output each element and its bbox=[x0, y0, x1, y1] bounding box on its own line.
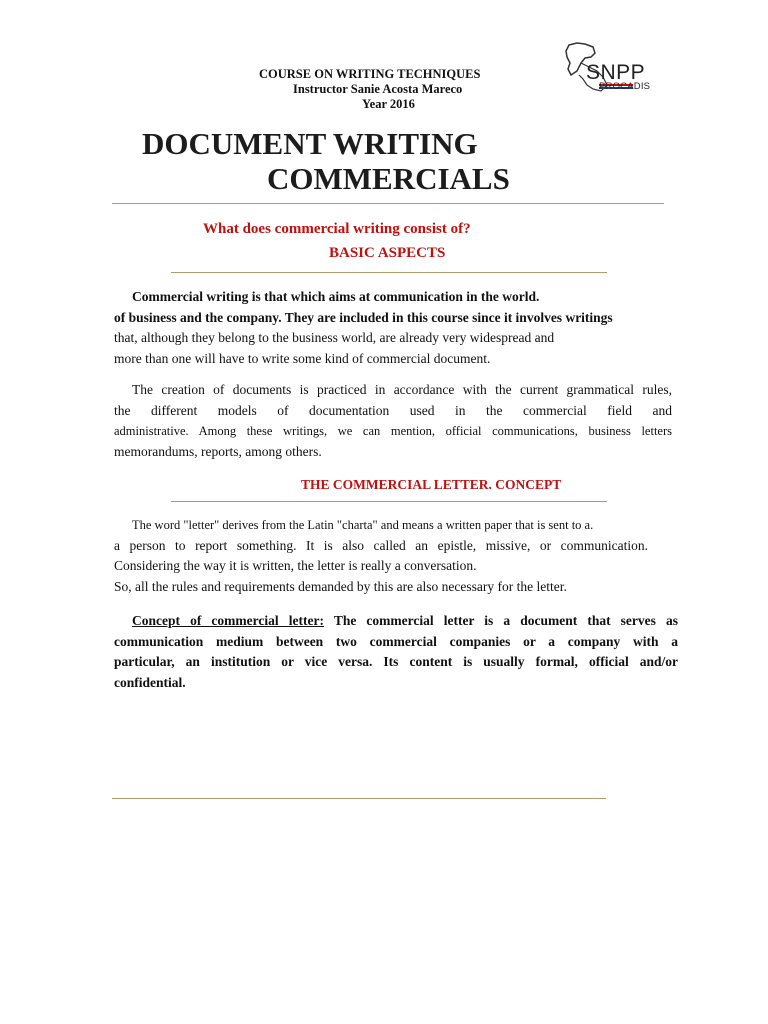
paragraph-commercial-writing bbox=[114, 287, 672, 370]
section-heading-commercial-letter: THE COMMERCIAL LETTER. CONCEPT bbox=[301, 477, 562, 492]
logo-name: SNPP bbox=[586, 61, 646, 84]
para1-line3: that, although they belong to the business world, are already very widespread and bbox=[114, 330, 555, 346]
bottom-divider bbox=[112, 798, 606, 799]
para2-line2: the different models of documentation used in the commercial field and bbox=[114, 402, 672, 418]
course-year: Year 2016 bbox=[362, 97, 415, 111]
para1-line4: more than one will have to write some kind of commercial document. bbox=[114, 351, 491, 367]
document-title-line1: DOCUMENT WRITING bbox=[142, 126, 478, 161]
concept-label: Concept of commercial letter: bbox=[132, 613, 324, 628]
section2-divider bbox=[171, 501, 607, 502]
para4-line3: particular, an institution or vice versa. Its content is usually formal, official and/or bbox=[114, 654, 678, 670]
para2-line3: administrative. Among these writings, we can mention, official communications, business letters bbox=[114, 424, 672, 439]
paragraph-letter-origin bbox=[114, 515, 648, 598]
logo-subtitle: PROCADIS bbox=[599, 81, 651, 92]
para3-line1: The word "letter" derives from the Latin "charta" and means a written paper that is sent to a. bbox=[132, 518, 594, 532]
paragraph-letter-concept bbox=[114, 611, 678, 694]
document-title-line2: COMMERCIALS bbox=[267, 161, 510, 196]
course-title: COURSE ON WRITING TECHNIQUES bbox=[259, 67, 481, 81]
para3-line4: So, all the rules and requirements demanded by this are also necessary for the letter. bbox=[114, 579, 567, 595]
paragraph-document-creation bbox=[114, 380, 672, 463]
instructor-name: Instructor Sanie Acosta Mareco bbox=[293, 82, 463, 96]
para2-line4: memorandums, reports, among others. bbox=[114, 444, 322, 460]
title-divider bbox=[112, 203, 664, 204]
para1-line2: of business and the company. They are included in this course since it involves writings bbox=[114, 309, 613, 325]
para4-line1-wrap bbox=[114, 611, 678, 632]
para4-line2: communication medium between two commercial companies or a company with a bbox=[114, 633, 678, 649]
para1-line1: Commercial writing is that which aims at communication in the world. bbox=[132, 289, 540, 304]
para4-line1: The commercial letter is a document that serves as bbox=[333, 613, 678, 628]
section1-divider bbox=[171, 272, 607, 273]
para3-line2: a person to report something. It is also called an epistle, missive, or communication. bbox=[114, 537, 648, 553]
snpp-logo bbox=[563, 41, 667, 97]
para3-line3: Considering the way it is written, the letter is really a conversation. bbox=[114, 558, 477, 574]
section-heading-basic-aspects: BASIC ASPECTS bbox=[329, 245, 446, 261]
para2-line1: The creation of documents is practiced in accordance with the current grammatical rules, bbox=[132, 382, 672, 397]
para4-line4: confidential. bbox=[114, 675, 186, 691]
section-question: What does commercial writing consist of? bbox=[203, 221, 471, 237]
